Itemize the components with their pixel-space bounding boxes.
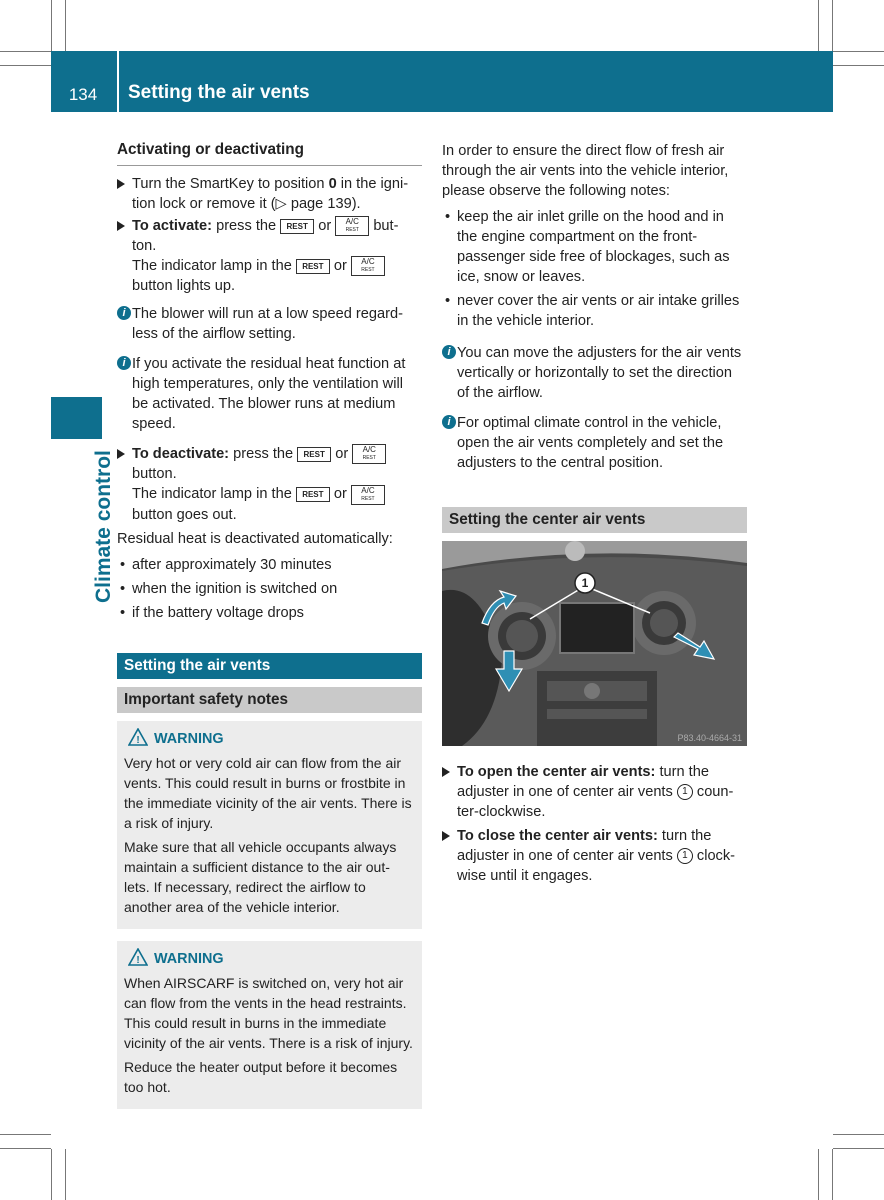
bullet-icon: • [120, 556, 126, 573]
info-note [442, 343, 747, 403]
ac-key-top: A/C [361, 485, 375, 495]
warning-title [124, 949, 415, 969]
ac-button-icon [352, 444, 386, 464]
rest-button-icon: REST [296, 487, 330, 502]
step-text: but-ton. [132, 218, 399, 255]
step-arrow-icon [117, 449, 125, 459]
step-arrow-icon [442, 831, 450, 841]
crop-mark [65, 0, 66, 51]
step-text: or [331, 446, 353, 463]
step-text: The indicator lamp in the [132, 486, 296, 503]
subsection-heading: Important safety notes [117, 687, 422, 713]
warning-label: WARNING [154, 950, 224, 967]
warning-box [117, 721, 422, 929]
step-text: turn the adjuster in one of center air vents [457, 828, 712, 864]
crop-mark [832, 1149, 833, 1200]
instruction-step [117, 216, 422, 296]
ac-button-icon [351, 256, 385, 276]
crop-mark [65, 1149, 66, 1200]
instruction-step [117, 174, 422, 214]
warning-box [117, 941, 422, 1109]
subsection-heading: Setting the center air vents [442, 507, 747, 533]
info-text: The blower will run at a low speed regard-less of the airflow setting. [132, 306, 403, 343]
info-note [442, 413, 747, 473]
crop-mark [51, 1149, 52, 1200]
step-arrow-icon [117, 179, 125, 189]
ac-key-bottom: REST [345, 227, 359, 234]
info-note [117, 354, 422, 434]
ac-key-top: A/C [361, 257, 375, 267]
ac-key-bottom: REST [362, 455, 376, 462]
step-text: in the igni-tion lock or remove it (▷ page 139). [132, 176, 409, 212]
ac-button-icon [335, 216, 369, 236]
section-heading-blue: Setting the air vents [117, 653, 422, 679]
crop-mark [833, 1134, 884, 1135]
page-title: Setting the air vents [128, 82, 310, 103]
step-bold: To activate: [132, 218, 213, 234]
instruction-step [117, 444, 422, 524]
info-text: You can move the adjusters for the air vents vertically or horizontally to set the direction of the airflow. [457, 345, 742, 401]
step-text: press the [229, 446, 298, 463]
step-text: coun-ter-clockwise. [457, 784, 734, 820]
list-item [442, 207, 747, 287]
list-text: if the battery voltage drops [132, 604, 304, 621]
warning-title [124, 729, 415, 749]
info-note [117, 304, 422, 344]
callout-1-icon: 1 [677, 848, 693, 864]
info-icon: i [442, 415, 456, 429]
step-text: clock-wise until it engages. [457, 848, 736, 884]
residual-heat-text: Residual heat is deactivated automatically: [117, 530, 393, 547]
info-icon: i [117, 306, 131, 320]
step-text: turn the adjuster in one of center air vents [457, 764, 709, 800]
svg-text:!: ! [136, 954, 140, 966]
step-text: button lights up. [132, 278, 236, 295]
warning-triangle-icon [128, 948, 148, 966]
section-heading: Activating or deactivating [117, 140, 422, 166]
ac-key-top: A/C [345, 217, 359, 227]
svg-text:!: ! [136, 734, 140, 746]
step-text: The indicator lamp in the [132, 258, 296, 275]
callout-number: 1 [581, 576, 589, 590]
list-item [117, 579, 422, 599]
list-text: never cover the air vents or air intake grilles in the vehicle interior. [457, 293, 740, 329]
step-bold: 0 [328, 176, 337, 192]
instruction-step [442, 826, 747, 886]
warning-label: WARNING [154, 730, 224, 747]
list-text: when the ignition is switched on [132, 580, 338, 597]
rest-button-icon: REST [296, 259, 330, 274]
center-air-vents-photo [442, 541, 747, 746]
left-column [117, 140, 422, 1109]
step-text: press the [212, 218, 281, 234]
crop-mark [0, 1148, 51, 1149]
warning-text: Very hot or very cold air can flow from the air vents. This could result in burns or frostbite in the immediate vicinity of the air vents. There is a risk of injury. [124, 754, 412, 831]
intro-text: In order to ensure the direct flow of fresh air through the air vents into the vehicle interior, please observe the following notes: [442, 143, 729, 199]
step-text: or [314, 218, 336, 234]
right-column [442, 141, 747, 888]
step-arrow-icon [442, 767, 450, 777]
step-arrow-icon [117, 221, 125, 231]
bullet-icon: • [120, 580, 126, 597]
bullet-icon: • [445, 293, 451, 309]
bullet-icon: • [120, 604, 126, 621]
chapter-label: Climate control [92, 450, 115, 603]
warning-text: Make sure that all vehicle occupants always maintain a sufficient distance to the air out-lets. If necessary, redirect the airflow to another area of the vehicle interior. [124, 838, 397, 915]
warning-triangle-icon [128, 728, 148, 746]
page-number: 134 [68, 85, 98, 104]
warning-text: When AIRSCARF is switched on, very hot air can flow from the vents in the head restraints. This could result in burns in the immediate vicinity of the air vents. There is a risk of injury. [124, 974, 413, 1051]
info-icon: i [442, 345, 456, 359]
list-item [442, 291, 747, 331]
chapter-tab-marker [51, 397, 102, 439]
crop-mark [833, 51, 884, 52]
info-icon: i [117, 356, 131, 370]
list-text: keep the air inlet grille on the hood and in the engine compartment on the front-passenger side free of blockages, such as ice, snow or leaves. [457, 209, 730, 285]
warning-text: Reduce the heater output before it becomes too hot. [124, 1058, 398, 1095]
step-text: Turn the SmartKey to position [132, 176, 329, 192]
instruction-step [442, 762, 747, 822]
ac-button-icon [351, 485, 385, 505]
crop-mark [833, 65, 884, 66]
header-divider [117, 51, 119, 112]
crop-mark [0, 65, 51, 66]
bullet-icon: • [445, 209, 451, 225]
step-text: button goes out. [132, 506, 237, 523]
info-text: For optimal climate control in the vehicle, open the air vents completely and set the adjusters to the central position. [457, 415, 724, 471]
step-bold: To close the center air vents: [457, 828, 658, 844]
step-text: button. [132, 466, 177, 483]
crop-mark [51, 0, 52, 51]
info-text: If you activate the residual heat function at high temperatures, only the ventilation will be activated. The blower runs at medium speed. [132, 356, 406, 433]
crop-mark [818, 0, 819, 51]
step-text: or [329, 258, 351, 275]
ac-key-bottom: REST [361, 495, 375, 502]
list-item [117, 603, 422, 623]
ac-key-top: A/C [362, 445, 376, 455]
list-text: after approximately 30 minutes [132, 556, 332, 573]
crop-mark [833, 1148, 884, 1149]
rest-button-icon: REST [297, 447, 331, 462]
callout-1-icon: 1 [677, 784, 693, 800]
rest-button-icon: REST [280, 219, 314, 234]
crop-mark [818, 1149, 819, 1200]
crop-mark [0, 1134, 51, 1135]
step-bold: To deactivate: [132, 446, 230, 463]
crop-mark [832, 0, 833, 51]
list-item [117, 555, 422, 575]
photo-code: P83.40-4664-31 [677, 733, 742, 743]
step-bold: To open the center air vents: [457, 764, 656, 780]
step-text: or [329, 486, 351, 503]
ac-key-bottom: REST [361, 267, 375, 274]
crop-mark [0, 51, 51, 52]
